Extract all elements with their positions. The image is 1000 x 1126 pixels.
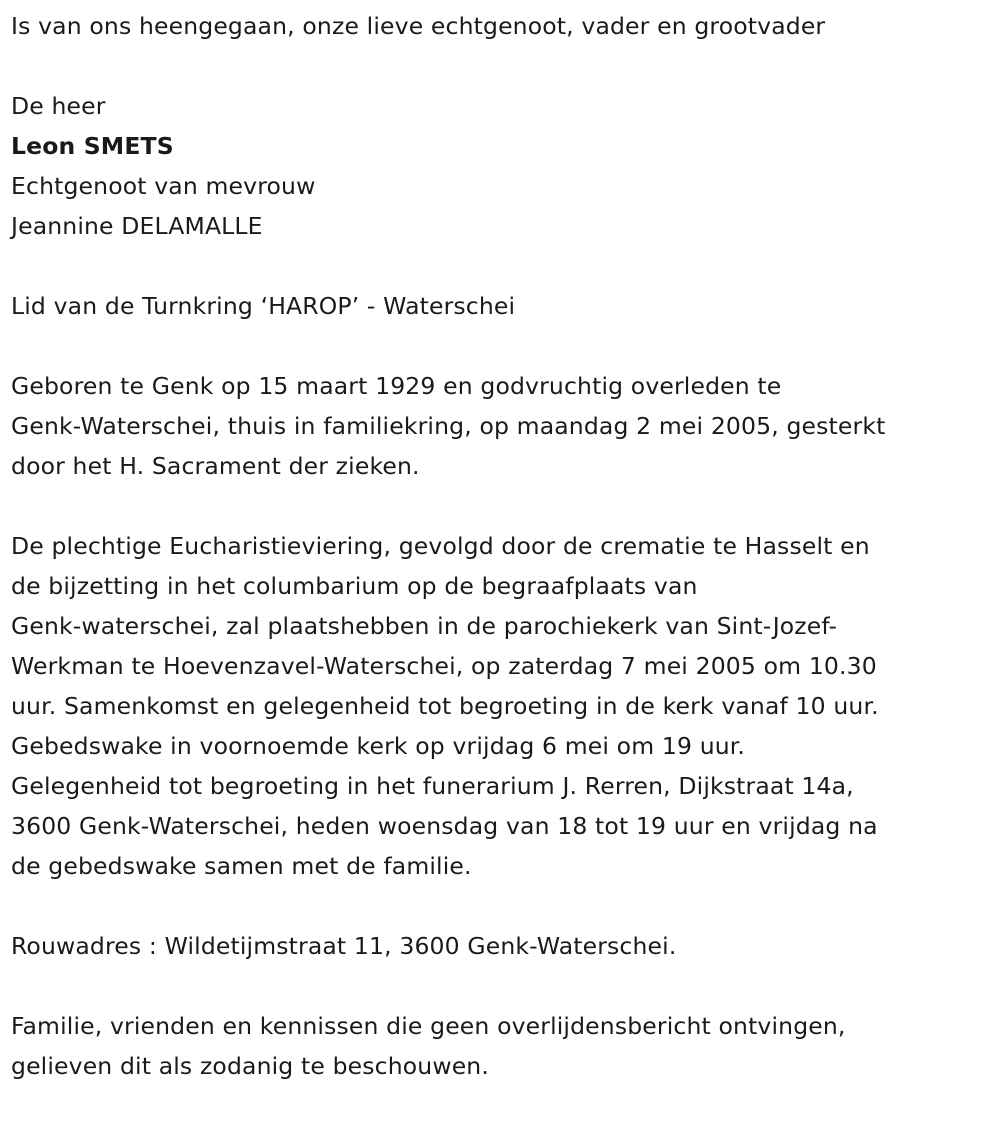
ceremony-line: de gebedswake samen met de familie. — [11, 852, 472, 880]
intro-line: Is van ons heengegaan, onze lieve echtgenoot, vader en grootvader — [11, 12, 826, 40]
ceremony-line: De plechtige Eucharistieviering, gevolgd door de crematie te Hasselt en — [11, 532, 870, 560]
ceremony-paragraph — [11, 526, 993, 886]
birth-paragraph — [11, 366, 993, 486]
ceremony-line: Werkman te Hoevenzavel-Waterschei, op zaterdag 7 mei 2005 om 10.30 — [11, 652, 877, 680]
birth-line: Genk-Waterschei, thuis in familiekring, op maandag 2 mei 2005, gesterkt — [11, 412, 886, 440]
ceremony-line: Genk-waterschei, zal plaatshebben in de parochiekerk van Sint-Jozef- — [11, 612, 838, 640]
closing-line: Familie, vrienden en kennissen die geen overlijdensbericht ontvingen, — [11, 1012, 846, 1040]
ceremony-line: 3600 Genk-Waterschei, heden woensdag van 18 tot 19 uur en vrijdag na — [11, 812, 878, 840]
spacer — [11, 46, 993, 86]
spacer — [11, 326, 993, 366]
birth-line: door het H. Sacrament der zieken. — [11, 452, 420, 480]
spacer — [11, 486, 993, 526]
deceased-name: Leon SMETS — [11, 132, 174, 160]
ceremony-line: de bijzetting in het columbarium op de begraafplaats van — [11, 572, 698, 600]
salutation: De heer — [11, 92, 106, 120]
mourning-address: Rouwadres : Wildetijmstraat 11, 3600 Genk-Waterschei. — [11, 932, 677, 960]
closing-line: gelieven dit als zodanig te beschouwen. — [11, 1052, 489, 1080]
ceremony-line: uur. Samenkomst en gelegenheid tot begroeting in de kerk vanaf 10 uur. — [11, 692, 879, 720]
spouse-label: Echtgenoot van mevrouw — [11, 172, 316, 200]
spacer — [11, 886, 993, 926]
ceremony-line: Gebedswake in voornoemde kerk op vrijdag 6 mei om 19 uur. — [11, 732, 746, 760]
birth-line: Geboren te Genk op 15 maart 1929 en godvruchtig overleden te — [11, 372, 782, 400]
spouse-name: Jeannine DELAMALLE — [11, 212, 263, 240]
spacer — [11, 246, 993, 286]
closing-paragraph — [11, 1006, 993, 1086]
spacer — [11, 966, 993, 1006]
membership-line: Lid van de Turnkring ‘HAROP’ - Waterschei — [11, 292, 516, 320]
obituary-notice — [11, 6, 993, 1086]
ceremony-line: Gelegenheid tot begroeting in het funerarium J. Rerren, Dijkstraat 14a, — [11, 772, 854, 800]
